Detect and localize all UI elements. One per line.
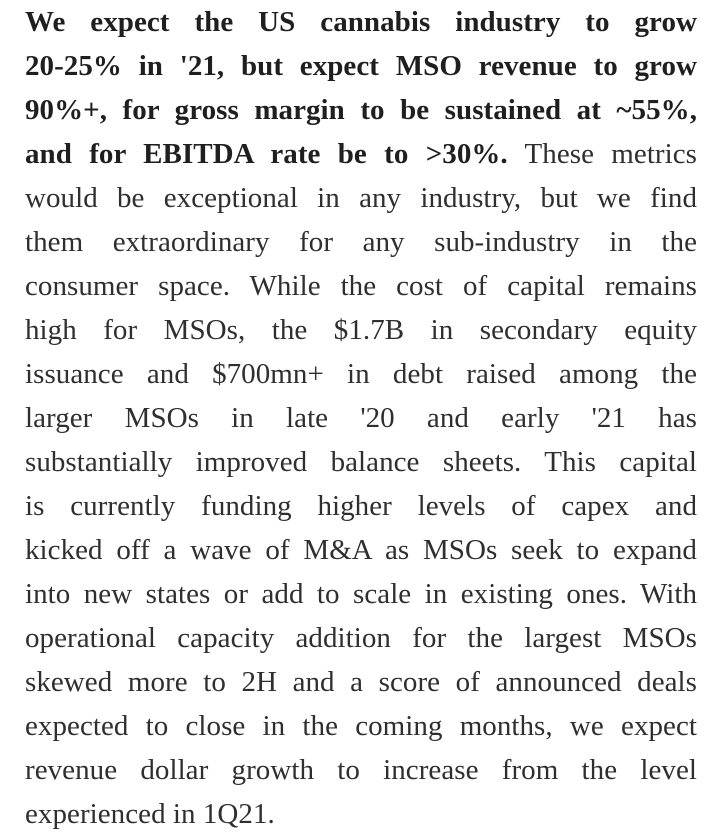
regular-text: These metrics: [507, 138, 698, 170]
text-line: experienced in 1Q21.: [25, 798, 275, 830]
text-line: them extraordinary for any sub-industry in the: [25, 226, 697, 258]
text-line: kicked off a wave of M&A as MSOs seek to expand: [25, 534, 697, 566]
bold-text: and for EBITDA rate be to >30%.: [25, 138, 508, 170]
text-line: 90%+, for gross margin to be sustained at ~55%,: [25, 94, 697, 126]
text-line: is currently funding higher levels of capex and: [25, 490, 697, 522]
text-line: operational capacity addition for the largest MSOs: [25, 622, 697, 654]
text-line: substantially improved balance sheets. This capital: [25, 446, 697, 478]
text-line: We expect the US cannabis industry to grow: [25, 6, 697, 38]
text-line: high for MSOs, the $1.7B in secondary equity: [25, 314, 697, 346]
text-line: larger MSOs in late '20 and early '21 has: [25, 402, 697, 434]
text-line: skewed more to 2H and a score of announced deals: [25, 666, 697, 698]
document-body: [25, 0, 697, 836]
text-line: into new states or add to scale in existing ones. With: [25, 578, 697, 610]
text-line: issuance and $700mn+ in debt raised among the: [25, 358, 697, 390]
text-line: would be exceptional in any industry, but we find: [25, 182, 697, 214]
text-line: revenue dollar growth to increase from the level: [25, 754, 697, 786]
paragraph: [25, 0, 697, 836]
text-line: 20-25% in '21, but expect MSO revenue to grow: [25, 50, 697, 82]
text-line: expected to close in the coming months, we expect: [25, 710, 697, 742]
text-line: consumer space. While the cost of capital remains: [25, 270, 697, 302]
text-line-mixed: [25, 132, 697, 176]
